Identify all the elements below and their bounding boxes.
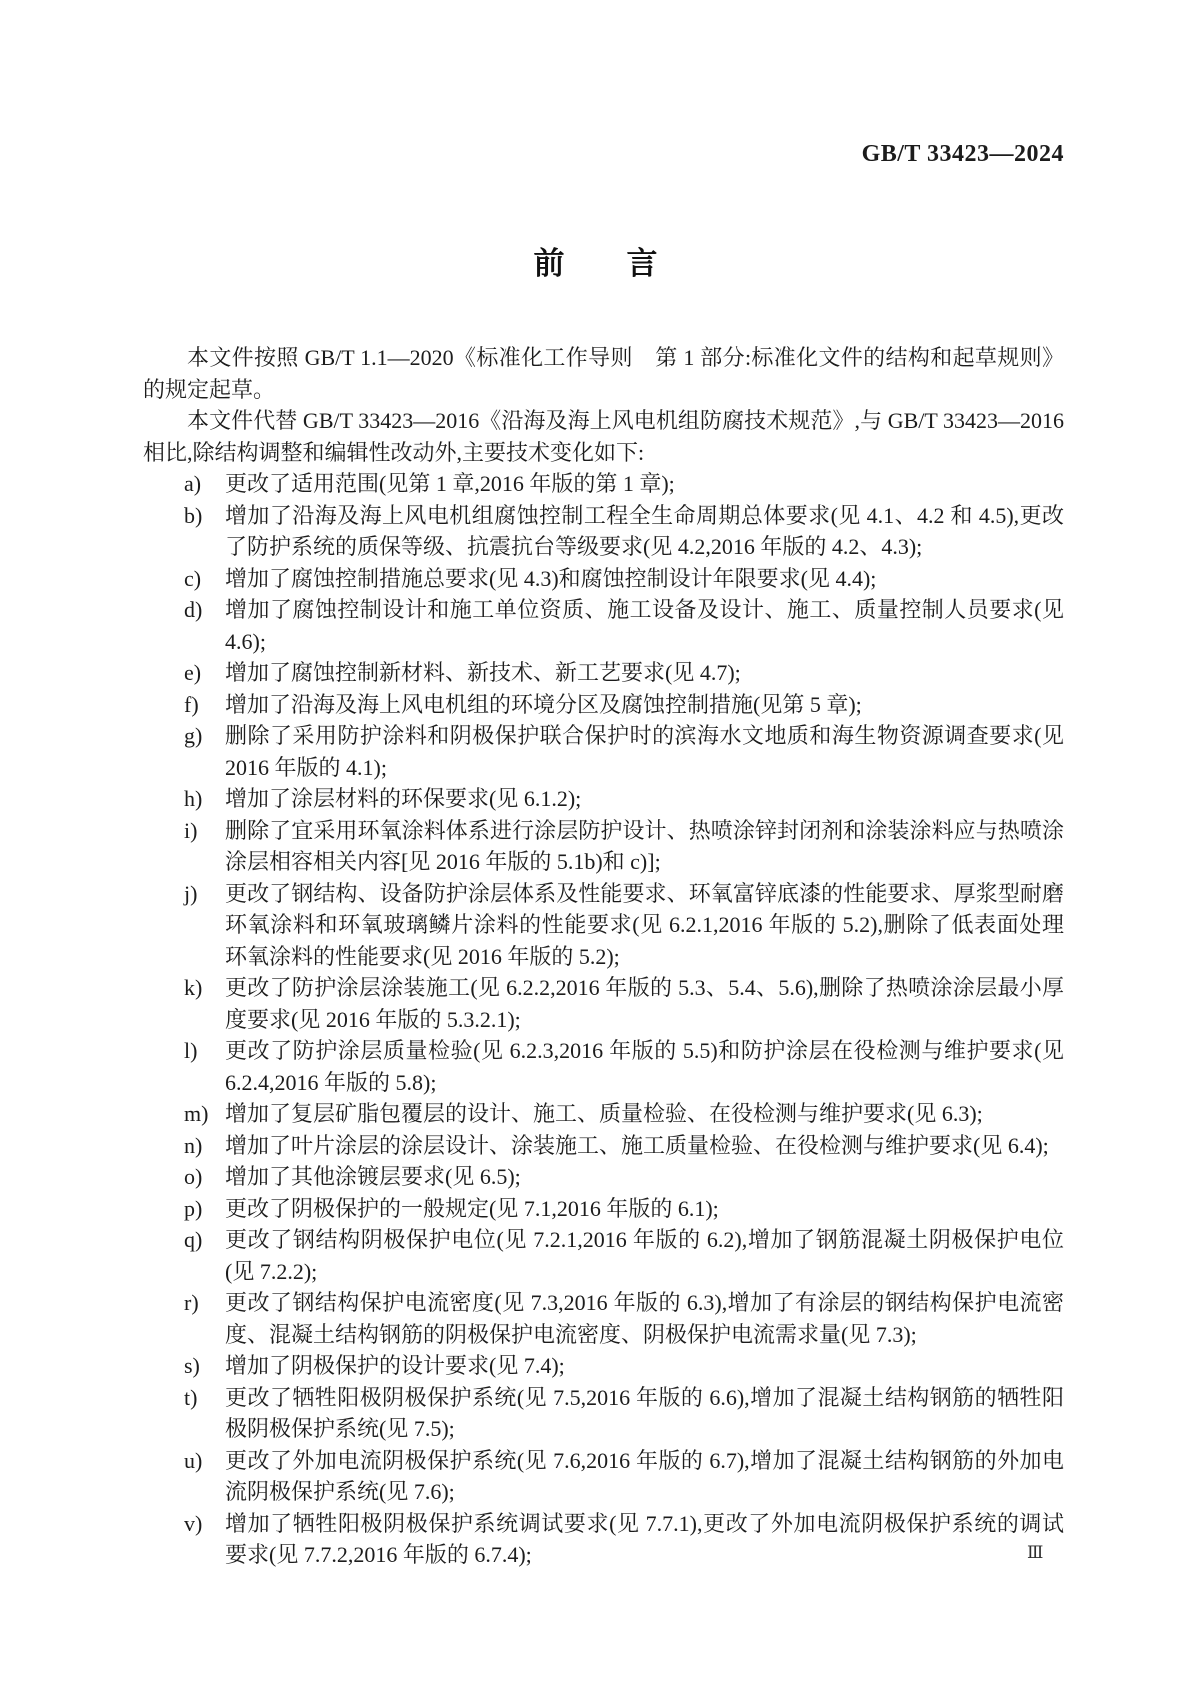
change-list-item [143,1382,1064,1445]
item-marker: i) [184,817,198,843]
item-text: 增加了沿海及海上风电机组的环境分区及腐蚀控制措施(见第 5 章); [225,691,862,717]
intro-paragraph-2: 本文件代替 GB/T 33423—2016《沿海及海上风电机组防腐技术规范》,与 GB/T 33423—2016 相比,除结构调整和编辑性改动外,主要技术变化如下: [143,408,1064,465]
item-text: 更改了钢结构、设备防护涂层体系及性能要求、环氧富锌底漆的性能要求、厚浆型耐磨环氧涂料和环氧玻璃鳞片涂料的性能要求(见 6.2.1,2016 年版的 5.2),删除了低表面处理环氧涂料的性能要求(见 2016 年版的 5.2); [225,880,1064,969]
item-text: 增加了涂层材料的环保要求(见 6.1.2); [225,786,582,811]
item-marker: q) [184,1227,203,1252]
change-list-item [143,657,1064,689]
item-marker: v) [184,1510,203,1536]
item-marker: u) [184,1447,203,1473]
item-marker: o) [184,1164,203,1189]
item-marker: s) [184,1353,200,1378]
page-number: Ⅲ [1027,1543,1044,1562]
item-text: 更改了钢结构保护电流密度(见 7.3,2016 年版的 6.3),增加了有涂层的钢结构保护电流密度、混凝土结构钢筋的阴极保护电流密度、阴极保护电流需求量(见 7.3); [225,1290,1064,1347]
change-list-item [143,1350,1064,1382]
item-text: 增加了牺牲阳极阴极保护系统调试要求(见 7.7.1),更改了外加电流阴极保护系统的调试要求(见 7.7.2,2016 年版的 6.7.4); [225,1510,1064,1567]
change-list-item [143,689,1064,721]
item-marker: d) [184,597,203,622]
item-text: 删除了采用防护涂料和阴极保护联合保护时的滨海水文地质和海生物资源调查要求(见 2016 年版的 4.1); [225,723,1064,780]
item-marker: r) [184,1290,199,1315]
change-list-item [143,1508,1064,1571]
intro-paragraph-1: 本文件按照 GB/T 1.1—2020《标准化工作导则 第 1 部分:标准化文件的结构和起草规则》的规定起草。 [143,345,1064,402]
item-marker: l) [184,1038,198,1063]
change-list-item [143,1098,1064,1130]
change-list-item [143,815,1064,878]
change-list-item [143,1130,1064,1162]
change-list-item [143,468,1064,500]
item-marker: c) [184,565,202,591]
changes-list [143,468,1064,1571]
change-list-item [143,500,1064,563]
item-marker: p) [184,1195,203,1221]
change-list-item [143,1035,1064,1098]
item-text: 增加了复层矿脂包覆层的设计、施工、质量检验、在役检测与维护要求(见 6.3); [225,1101,983,1126]
item-text: 增加了腐蚀控制措施总要求(见 4.3)和腐蚀控制设计年限要求(见 4.4); [225,565,877,591]
item-text: 更改了牺牲阳极阴极保护系统(见 7.5,2016 年版的 6.6),增加了混凝土结构钢筋的牺牲阳极阴极保护系统(见 7.5); [225,1384,1064,1441]
item-text: 增加了腐蚀控制设计和施工单位资质、施工设备及设计、施工、质量控制人员要求(见 4.6); [225,597,1064,654]
item-marker: h) [184,786,203,811]
item-text: 更改了阴极保护的一般规定(见 7.1,2016 年版的 6.1); [225,1195,719,1221]
change-list-item [143,720,1064,783]
item-marker: j) [184,880,198,906]
change-list-item [143,783,1064,815]
item-text: 增加了腐蚀控制新材料、新技术、新工艺要求(见 4.7); [225,660,741,685]
item-text: 删除了宜采用环氧涂料体系进行涂层防护设计、热喷涂锌封闭剂和涂装涂料应与热喷涂涂层相容相关内容[见 2016 年版的 5.1b)和 c)]; [225,817,1064,874]
foreword-title: 前 言 [533,246,658,281]
item-text: 更改了外加电流阴极保护系统(见 7.6,2016 年版的 6.7),增加了混凝土结构钢筋的外加电流阴极保护系统(见 7.6); [225,1447,1064,1504]
change-list-item [143,878,1064,973]
change-list-item [143,563,1064,595]
item-text: 更改了适用范围(见第 1 章,2016 年版的第 1 章); [225,471,675,496]
item-marker: k) [184,975,203,1000]
item-text: 更改了防护涂层质量检验(见 6.2.3,2016 年版的 5.5)和防护涂层在役检测与维护要求(见 6.2.4,2016 年版的 5.8); [225,1038,1064,1095]
item-text: 增加了沿海及海上风电机组腐蚀控制工程全生命周期总体要求(见 4.1、4.2 和 4.5),更改了防护系统的质保等级、抗震抗台等级要求(见 4.2,2016 年版的 4.2、4.3); [225,502,1064,559]
item-text: 增加了叶片涂层的涂层设计、涂装施工、施工质量检验、在役检测与维护要求(见 6.4); [225,1132,1049,1158]
item-text: 更改了防护涂层涂装施工(见 6.2.2,2016 年版的 5.3、5.4、5.6),删除了热喷涂涂层最小厚度要求(见 2016 年版的 5.3.2.1); [225,975,1064,1032]
item-marker: f) [184,691,199,717]
change-list-item [143,972,1064,1035]
item-marker: m) [184,1101,209,1126]
change-list-item [143,1287,1064,1350]
item-text: 更改了钢结构阴极保护电位(见 7.2.1,2016 年版的 6.2),增加了钢筋混凝土阴极保护电位(见 7.2.2); [225,1227,1064,1284]
change-list-item [143,1445,1064,1508]
item-marker: g) [184,723,203,748]
change-list-item [143,1224,1064,1287]
change-list-item [143,594,1064,657]
change-list-item [143,1161,1064,1193]
item-text: 增加了其他涂镀层要求(见 6.5); [225,1164,521,1189]
item-marker: t) [184,1384,198,1410]
document-body [143,342,1064,1571]
item-marker: b) [184,502,203,528]
standard-code: GB/T 33423—2024 [861,141,1064,167]
change-list-item [143,1193,1064,1225]
item-marker: n) [184,1132,203,1158]
item-marker: e) [184,660,202,685]
item-marker: a) [184,471,202,496]
item-text: 增加了阴极保护的设计要求(见 7.4); [225,1353,565,1378]
